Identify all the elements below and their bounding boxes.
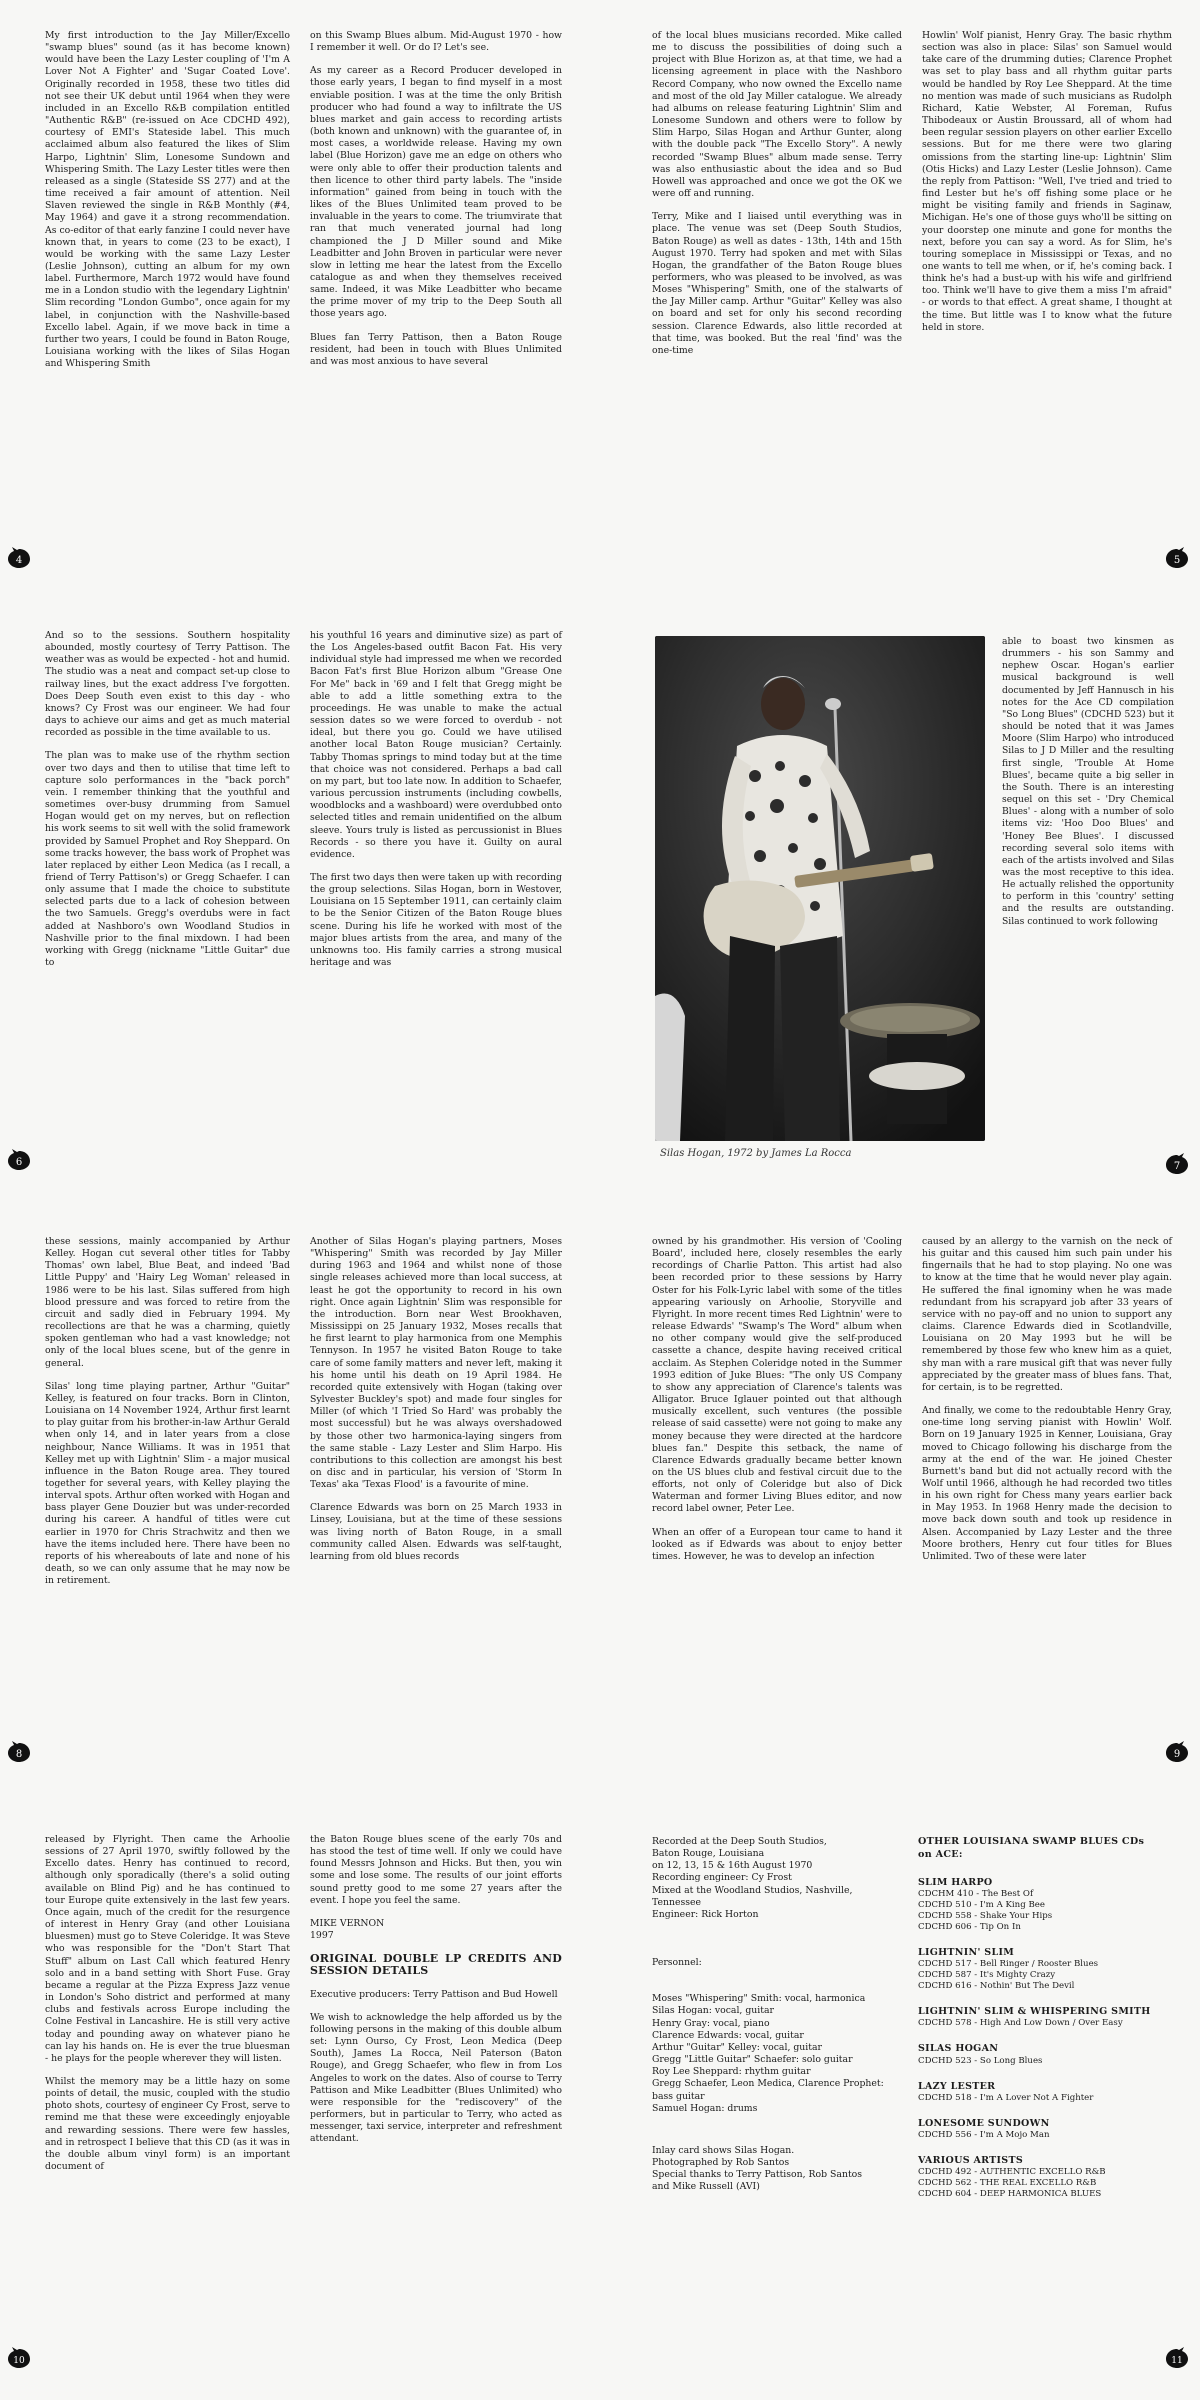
discography-group bbox=[918, 2006, 1158, 2029]
discography-group bbox=[918, 1877, 1158, 1933]
page-5-right-column bbox=[922, 30, 1172, 334]
catalogue-item: CDCHD 517 - Bell Ringer / Rooster Blues bbox=[918, 1959, 1099, 1970]
page-6-left-column bbox=[45, 630, 290, 969]
personnel-item: bass guitar bbox=[652, 2090, 705, 2102]
paragraph: Clarence Edwards was born on 25 March 1933 in Linsey, Louisiana, but at the time of these sessions was living north of Baton Rouge, in a small community called Alsen. Edwards was self-taught, learning from old blues records bbox=[310, 1502, 562, 1562]
page-6-right-column bbox=[310, 630, 562, 969]
session-line: Mixed at the Woodland Studios, Nashville, bbox=[652, 1884, 853, 1896]
paragraph: able to boast two kinsmen as drummers - his son Sammy and nephew Oscar. Hogan's earlier musical background is well documented by Jeff Hannusch in his notes for the Ace CD compilation "So Long Blues" (CDCHD 523) but it should be noted that it was James Moore (Slim Harpo) who introduced Silas to J D Miller and the resulting first single, 'Trouble At Home Blues', became quite a big seller in the South. There is an interesting sequel on this set - 'Dry Chemical Blues' - along with a number of solo items viz: 'Hoo Doo Blues' and 'Honey Bee Blues'. I discussed recording several solo items with each of the artists involved and Silas was the most receptive to this idea. He actually relished the opportunity to perform in this 'country' setting and the results are outstanding. Silas continued to work following bbox=[1002, 636, 1174, 927]
page-4-right-column bbox=[310, 30, 562, 368]
page-10-left-column bbox=[45, 1834, 290, 2173]
page-7-right-column bbox=[1002, 636, 1174, 928]
page-9 bbox=[600, 1200, 1200, 1800]
page-number: 8 bbox=[15, 1749, 23, 1760]
paragraph: Silas' long time playing partner, Arthur "Guitar" Kelley, is featured on four tracks. Born in Clinton, Louisiana on 14 November 1924, Arthur first learnt to play guitar from his brother-in-law Arthur Gerald when only 14, and in later years from a close neighbour, Nance Williams. It was in 1951 that Kelley met up with Lightnin' Slim - a major musical influence in the Baton Rouge area. They toured together for several years, with Kelley playing the interval spots. Arthur often worked with Hogan and bass player Gene Douzier but was under-recorded during his career. A handful of titles were cut earlier in 1970 for Chris Strachwitz and then we have the items included here. There have been no reports of his whereabouts of late and none of his death, so we can only assume that he may now be in retirement. bbox=[45, 1380, 290, 1587]
paragraph: My first introduction to the Jay Miller/Excello "swamp blues" sound (as it has become known) would have been the Lazy Lester coupling of 'I'm A Lover Not A Fighter' and 'Sugar Coated Love'. Originally recorded in 1958, these two titles did not see their UK debut until 1964 when they were included in an Excello R&B compilation entitled "Authentic R&B" (re-issued on Ace CDCHD 492), courtesy of EMI's Stateside label. This much acclaimed album also featured the likes of Slim Harpo, Lightnin' Slim, Lonesome Sundown and Whispering Smith. The Lazy Lester titles were then released as a single (Stateside SS 277) and at the time received a fair amount of attention. Neil Slaven reviewed the single in R&B Monthly (#4, May 1964) and gave it a strong recommendation. As co-editor of that early fanzine I could never have known that, in years to come (23 to be exact), I would be working with the same Lazy Lester (Leslie Johnson), cutting an album for my own label. Furthermore, March 1972 would have found me in a London studio with the legendary Lightnin' Slim recording "London Gumbo", once again for my label, in conjunction with the Nashville-based Excello label. Again, if we move back in time a further two years, I could be found in Baton Rouge, Louisiana working with the likes of Silas Hogan and Whispering Smith bbox=[45, 30, 290, 370]
page-10-right-column bbox=[310, 1834, 562, 2145]
catalogue-item: CDCHD 558 - Shake Your Hips bbox=[918, 1911, 1053, 1922]
silas-hogan-photo bbox=[655, 636, 985, 1141]
personnel-list bbox=[652, 1993, 902, 2115]
catalogue-item: CDCHD 562 - THE REAL EXCELLO R&B bbox=[918, 2178, 1097, 2189]
page-7 bbox=[600, 600, 1200, 1200]
paragraph: his youthful 16 years and diminutive size) as part of the Los Angeles-based outfit Bacon Fat. His very individual style had impressed me when we recorded Bacon Fat's first Blue Horizon album "Grease One For Me" back in '69 and I felt that Gregg might be able to add a little something extra to the proceedings. He was unable to make the actual session dates so we were forced to overdub - not ideal, but there you go. Could we have utilised another local Baton Rouge musician? Certainly. Tabby Thomas springs to mind today but at the time that choice was not considered. Perhaps a bad call on my part, but too late now. In addition to Schaefer, various percussion instruments (including cowbells, woodblocks and a washboard) were overdubbed onto selected titles and remain unidentified on the album sleeve. Yours truly is listed as percussionist in Blues Records - so there you have it. Guilty on aural evidence. bbox=[310, 630, 562, 860]
inlay-credits bbox=[652, 2145, 902, 2194]
paragraph: Terry, Mike and I liaised until everything was in place. The venue was set (Deep South Studios, Baton Rouge) as well as dates - 13th, 14th and 15th August 1970. Terry had spoken and met with Silas Hogan, the grandfather of the Baton Rouge blues performers, who was pleased to be involved, as was Moses "Whispering" Smith, one of the stalwarts of the Jay Miller camp. Arthur "Guitar" Kelley was also on board and set for only his second recording session. Clarence Edwards, also little recorded at that time, was booked. But the real 'find' was the one-time bbox=[652, 211, 902, 356]
page-5-left-column bbox=[652, 30, 902, 357]
discography-group bbox=[918, 2155, 1158, 2200]
page-9-right-column bbox=[922, 1236, 1172, 1563]
page-number-badge bbox=[6, 1740, 32, 1764]
session-line: Recorded at the Deep South Studios, bbox=[652, 1836, 827, 1847]
page-8-left-column bbox=[45, 1236, 290, 1587]
catalogue-item: CDCHM 410 - The Best Of bbox=[918, 1889, 1034, 1900]
page-11 bbox=[600, 1800, 1200, 2400]
signature-year: 1997 bbox=[310, 1930, 334, 1942]
paragraph: of the local blues musicians recorded. Mike called me to discuss the possibilities of doing such a project with Blue Horizon as, at that time, we had a licensing agreement in place with the Nashboro Record Company, who now owned the Excello name and most of the old Jay Miller catalogue. We already had albums on release featuring Lightnin' Slim and Lonesome Sundown and others were to follow by Slim Harpo, Silas Hogan and Arthur Gunter, along with the double pack "The Excello Story". A newly recorded "Swamp Blues" album made sense. Terry was also enthusiastic about the idea and so Bud Howell was approached and once we got the OK we were off and running. bbox=[652, 30, 902, 200]
page-number-badge bbox=[1164, 2346, 1190, 2370]
session-line: Baton Rouge, Louisiana bbox=[652, 1848, 765, 1860]
artist-name: LAZY LESTER bbox=[918, 2080, 996, 2092]
paragraph: And finally, we come to the redoubtable Henry Gray, one-time long serving pianist with Howlin' Wolf. Born on 19 January 1925 in Kenner, Louisiana, Gray moved to Chicago following his discharge from the army at the end of the war. He joined Chester Burnett's band but did not actually record with the Wolf until 1966, although he had recorded two titles in his own right for Chess many years earlier back in May 1953. In 1968 Henry made the decision to move back down south and took up residence in Alsen. Accompanied by Lazy Lester and the three Moore brothers, Henry cut four titles for Blues Unlimited. Two of these were later bbox=[922, 1405, 1172, 1562]
page-8 bbox=[0, 1200, 600, 1800]
catalogue-item: CDCHD 523 - So Long Blues bbox=[918, 2055, 1043, 2066]
paragraph: Another of Silas Hogan's playing partners, Moses "Whispering" Smith was recorded by Jay Miller during 1963 and 1964 and whilst none of those single releases achieved more than local success, at least he got the opportunity to record in his own right. Once again Lightnin' Slim was responsible for the introduction. Born near West Brookhaven, Mississippi on 25 January 1932, Moses recalls that he first learnt to play harmonica from one Memphis Tennyson. In 1957 he visited Baton Rouge to take care of some family matters and never left, making it his home until his death on 19 April 1984. He recorded quite extensively with Hogan (taking over Sylvester Buckley's spot) and made four singles for Miller (of which 'I Tried So Hard' was probably the most successful) but he was always overshadowed by those other two harmonica-laying singers from the same stable - Lazy Lester and Slim Harpo. His contributions to this collection are amongst his best on disc and in particular, his version of 'Storm In Texas' aka 'Texas Flood' is a favourite of mine. bbox=[310, 1236, 562, 1491]
page-4 bbox=[0, 0, 600, 600]
personnel-item: Gregg Schaefer, Leon Medica, Clarence Prophet: bbox=[652, 2078, 884, 2090]
artist-name: SILAS HOGAN bbox=[918, 2043, 999, 2055]
catalogue-item: CDCHD 518 - I'm A Lover Not A Fighter bbox=[918, 2092, 1094, 2103]
discography-group bbox=[918, 1947, 1158, 1992]
paragraph: released by Flyright. Then came the Arhoolie sessions of 27 April 1970, swiftly followed by the Excello dates. Henry has continued to record, although only sporadically (there's a solid outing available on Blind Pig) and he has continued to tour Europe quite extensively in the last few years. Once again, much of the credit for the resurgence of interest in Henry Gray (and other Louisiana bluesmen) must go to Steve Coleridge. It was Steve who was responsible for the "Don't Start That Stuff" album on Last Call which featured Henry solo and in a band setting with Short Fuse. Gray became a regular at the Pizza Express Jazz venue in London's Soho district and performed at many clubs and festivals across Europe including the Colne Festival in Lancashire. He is still very active today and pounding away on whatever piano he can lay his hands on. He is ever the true bluesman - he plays for the people wherever they will listen. bbox=[45, 1834, 290, 2064]
paragraph: these sessions, mainly accompanied by Arthur Kelley. Hogan cut several other titles for Tabby Thomas' own label, Blue Beat, and indeed 'Bad Little Puppy' and 'Hairy Leg Woman' released in 1986 were to be his last. Silas suffered from high blood pressure and was forced to retire from the circuit and sadly died in February 1994. My recollections are that he was a charming, quietly spoken gentleman who had a vast knowledge; not only of the local blues scene, but of the genre in general. bbox=[45, 1236, 290, 1369]
inlay-line: and Mike Russell (AVI) bbox=[652, 2181, 760, 2193]
artist-name: LIGHTNIN' SLIM bbox=[918, 1947, 1015, 1959]
page-number: 6 bbox=[15, 1157, 23, 1168]
paragraph: The first two days then were taken up with recording the group selections. Silas Hogan, born in Westover, Louisiana on 15 September 1911, can certainly claim to be the Senior Citizen of the Baton Rouge blues scene. During his life he worked with most of the major blues artists from the area, and many of the unknowns too. His family carries a strong musical heritage and was bbox=[310, 871, 562, 969]
paragraph: the Baton Rouge blues scene of the early 70s and has stood the test of time well. If only we could have found Messrs Johnson and Hicks. But then, you win some and lose some. The results of our joint efforts sound pretty good to me some 27 years after the event. I hope you feel the same. bbox=[310, 1834, 562, 1906]
paragraph: Blues fan Terry Pattison, then a Baton Rouge resident, had been in touch with Blues Unlimited and was most anxious to have several bbox=[310, 331, 562, 367]
page-number: 7 bbox=[1173, 1161, 1181, 1172]
page-number: 10 bbox=[13, 2356, 25, 2366]
photo-caption: Silas Hogan, 1972 by James La Rocca bbox=[660, 1148, 852, 1159]
session-details bbox=[652, 1836, 902, 1921]
paragraph: Whilst the memory may be a little hazy on some points of detail, the music, coupled with the studio photo shots, courtesy of engineer Cy Frost, serve to remind me that these were exceedingly enjoyable and rewarding sessions. There were few hassles, and in retrospect I believe that this CD (as it was in the double album vinyl form) is an important document of bbox=[45, 2075, 290, 2173]
page-number-badge bbox=[6, 2346, 32, 2370]
page-number-badge bbox=[6, 546, 32, 570]
discography-group bbox=[918, 2081, 1158, 2104]
artist-name: VARIOUS ARTISTS bbox=[918, 2154, 1023, 2166]
page-8-right-column bbox=[310, 1236, 562, 1563]
signature-name: MIKE VERNON bbox=[310, 1917, 385, 1929]
inlay-line: Special thanks to Terry Pattison, Rob Santos bbox=[652, 2169, 863, 2181]
page-10 bbox=[0, 1800, 600, 2400]
catalogue-item: CDCHD 604 - DEEP HARMONICA BLUES bbox=[918, 2189, 1102, 2200]
personnel-item: Roy Lee Sheppard: rhythm guitar bbox=[652, 2066, 811, 2078]
discography-heading: OTHER LOUISIANA SWAMP BLUES CDs on ACE: bbox=[918, 1836, 1145, 1860]
session-line: on 12, 13, 15 & 16th August 1970 bbox=[652, 1860, 813, 1872]
discography-group bbox=[918, 2118, 1158, 2141]
personnel-item: Henry Gray: vocal, piano bbox=[652, 2017, 770, 2029]
personnel-item: Arthur "Guitar" Kelley: vocal, guitar bbox=[652, 2041, 822, 2053]
catalogue-item: CDCHD 578 - High And Low Down / Over Easy bbox=[918, 2018, 1123, 2029]
discography-group bbox=[918, 2043, 1158, 2066]
catalogue-item: CDCHD 510 - I'm A King Bee bbox=[918, 1900, 1045, 1911]
paragraph: Executive producers: Terry Pattison and Bud Howell bbox=[310, 1988, 558, 2000]
paragraph: We wish to acknowledge the help afforded us by the following persons in the making of this double album set: Lynn Ourso, Cy Frost, Leon Medica (Deep South), James La Rocca, Neil Paterson (Baton Rouge), and Gregg Schaefer, who flew in from Los Angeles to work on the dates. Also of course to Terry Pattison and Mike Leadbitter (Blues Unlimited) who were responsible for the "rediscovery" of the performers, but in particular to Terry, who acted as messenger, taxi service, interpreter and refreshment attendant. bbox=[310, 2011, 562, 2145]
page-number: 4 bbox=[15, 555, 23, 566]
session-line: Tennessee bbox=[652, 1896, 702, 1908]
page-number: 5 bbox=[1173, 555, 1181, 566]
paragraph: And so to the sessions. Southern hospitality abounded, mostly courtesy of Terry Pattison. The weather was as would be expected - hot and humid. The studio was a neat and compact set-up close to railway lines, but the exact address I've forgotten. Does Deep South even exist to this day - who knows? Cy Frost was our engineer. We had four days to achieve our aims and get as much material recorded as possible in the time available to us. bbox=[45, 630, 290, 739]
catalogue-item: CDCHD 492 - AUTHENTIC EXCELLO R&B bbox=[918, 2167, 1106, 2178]
paragraph: When an offer of a European tour came to hand it looked as if Edwards was about to enjoy better times. However, he was to develop an infection bbox=[652, 1526, 902, 1562]
artist-name: LIGHTNIN' SLIM & WHISPERING SMITH bbox=[918, 2006, 1151, 2018]
personnel-item: Gregg "Little Guitar" Schaefer: solo guitar bbox=[652, 2054, 853, 2066]
personnel-item: Clarence Edwards: vocal, guitar bbox=[652, 2029, 804, 2041]
catalogue-item: CDCHD 587 - It's Mighty Crazy bbox=[918, 1970, 1056, 1981]
personnel-label: Personnel: bbox=[652, 1957, 702, 1969]
page-number-badge bbox=[1164, 546, 1190, 570]
discography-column bbox=[918, 1836, 1158, 2214]
catalogue-item: CDCHD 616 - Nothin' But The Devil bbox=[918, 1981, 1075, 1992]
page-number-badge bbox=[6, 1148, 32, 1172]
paragraph: owned by his grandmother. His version of 'Cooling Board', included here, closely resembles the early recordings of Charlie Patton. This artist had also been recorded prior to these sessions by Harry Oster for his Folk-Lyric label with some of the titles appearing variously on Arhoolie, Storyville and Flyright. In more recent times Red Lightnin' were to release Edwards' "Swamp's The Word" album when no other company would give the self-produced cassette a chance, despite having received critical acclaim. As Stephen Coleridge noted in the Summer 1993 edition of Juke Blues: "The only US Company to show any appreciation of Clarence's talents was Alligator. Bruce Iglauer pointed out that although musically excellent, such ventures (the possible release of said cassette) were not going to make any money because they were directed at the hardcore blues fan." Despite this setback, the name of Clarence Edwards gradually became better known on the US blues club and festival circuit due to the efforts, not only of Coleridge but also of Dick Waterman and former Living Blues editor, and now record label owner, Peter Lee. bbox=[652, 1236, 902, 1515]
personnel-item: Samuel Hogan: drums bbox=[652, 2102, 758, 2114]
page-number-badge bbox=[1164, 1740, 1190, 1764]
catalogue-item: CDCHD 556 - I'm A Mojo Man bbox=[918, 2129, 1050, 2140]
session-line: Recording engineer: Cy Frost bbox=[652, 1872, 792, 1884]
page-9-left-column bbox=[652, 1236, 902, 1563]
credits-heading: ORIGINAL DOUBLE LP CREDITS AND SESSION DETAILS bbox=[310, 1952, 562, 1978]
artist-name: LONESOME SUNDOWN bbox=[918, 2117, 1050, 2129]
page-number-badge bbox=[1164, 1152, 1190, 1176]
page-11-left-column bbox=[652, 1836, 902, 2193]
catalogue-item: CDCHD 606 - Tip On In bbox=[918, 1922, 1021, 1933]
inlay-line: Photographed by Rob Santos bbox=[652, 2156, 790, 2168]
page-6 bbox=[0, 600, 600, 1200]
inlay-line: Inlay card shows Silas Hogan. bbox=[652, 2144, 795, 2156]
page-number: 9 bbox=[1173, 1749, 1181, 1760]
session-line: Engineer: Rick Horton bbox=[652, 1908, 759, 1920]
paragraph: Howlin' Wolf pianist, Henry Gray. The basic rhythm section was also in place: Silas' son Samuel would take care of the drumming duties; Clarence Prophet was set to play bass and all rhythm guitar parts would be handled by Roy Lee Sheppard. At the time no mention was made of such musicians as Rudolph Richard, Katie Webster, Al Foreman, Rufus Thibodeaux or Austin Broussard, all of whom had been regular session players on other earlier Excello sessions. But for me there were two glaring omissions from the starting line-up: Lightnin' Slim (Otis Hicks) and Lazy Lester (Leslie Johnson). Came the reply from Pattison: "Well, I've tried and tried to find Lester but he's off fishing some place or he might be visiting family and friends in Saginaw, Michigan. He's one of those guys who'll be sitting on your doorstep one minute and gone for months the next, before you can say a word. As for Slim, he's touring someplace in Mississippi or Texas, and no one wants to tell me when, or if, he's coming back. I think he's had a bust-up with his wife and girlfriend too. Think we'll have to give them a miss I'm afraid" - or words to that effect. A great shame, I thought at the time. But little was I to know what the future held in store. bbox=[922, 30, 1172, 333]
paragraph: As my career as a Record Producer developed in those early years, I began to find myself in a most enviable position. I was at the time the only British producer who had found a way to infiltrate the US blues market and gain access to recording artists (both known and unknown) with the guarantee of, in most cases, a worldwide release. Having my own label (Blue Horizon) gave me an edge on others who were only able to offer their production talents and then licence to other third party labels. The "inside information" gained from being in touch with the likes of the Blues Unlimited team proved to be invaluable in the years to come. The triumvirate that ran that much venerated journal had long championed the J D Miller sound and Mike Leadbitter and John Broven in particular were never slow in letting me hear the latest from the Excello catalogue as and when they themselves received same. Indeed, it was Mike Leadbitter who became the prime mover of my trip to the Deep South all those years ago. bbox=[310, 65, 562, 320]
page-5 bbox=[600, 0, 1200, 600]
paragraph: on this Swamp Blues album. Mid-August 1970 - how I remember it well. Or do I? Let's see. bbox=[310, 30, 562, 54]
artist-name: SLIM HARPO bbox=[918, 1877, 993, 1888]
personnel-item: Silas Hogan: vocal, guitar bbox=[652, 2005, 774, 2017]
page-number: 11 bbox=[1171, 2356, 1183, 2366]
page-4-left-column bbox=[45, 30, 290, 370]
personnel-item: Moses "Whispering" Smith: vocal, harmonica bbox=[652, 1993, 866, 2005]
paragraph: The plan was to make use of the rhythm section over two days and then to utilise that time left to capture solo performances in the "back porch" vein. I remember thinking that the youthful and sometimes over-busy drumming from Samuel Hogan would get on my nerves, but on reflection his work seems to sit well with the solid framework provided by Samuel Prophet and Roy Sheppard. On some tracks however, the bass work of Prophet was later replaced by either Leon Medica (as I recall, a friend of Terry Pattison's) or Gregg Schaefer. I can only assume that I made the choice to substitute selected parts due to a lack of cohesion between the two Samuels. Gregg's overdubs were in fact added at Nashboro's own Woodland Studios in Nashville prior to the final mixdown. I had been working with Gregg (nickname "Little Guitar" due to bbox=[45, 750, 290, 969]
paragraph: caused by an allergy to the varnish on the neck of his guitar and this caused him such pain under his fingernails that he had to stop playing. No one was to know at the time that he would never play again. He suffered the final ignominy when he was made redundant from his scrapyard job after 33 years of service with no pay-off and no union to support any claims. Clarence Edwards died in Scotlandville, Louisiana on 20 May 1993 but he will be remembered by those few who knew him as a quiet, shy man with a rare musical gift that was never fully appreciated by the greater mass of blues fans. That, for certain, is to be regretted. bbox=[922, 1236, 1172, 1393]
